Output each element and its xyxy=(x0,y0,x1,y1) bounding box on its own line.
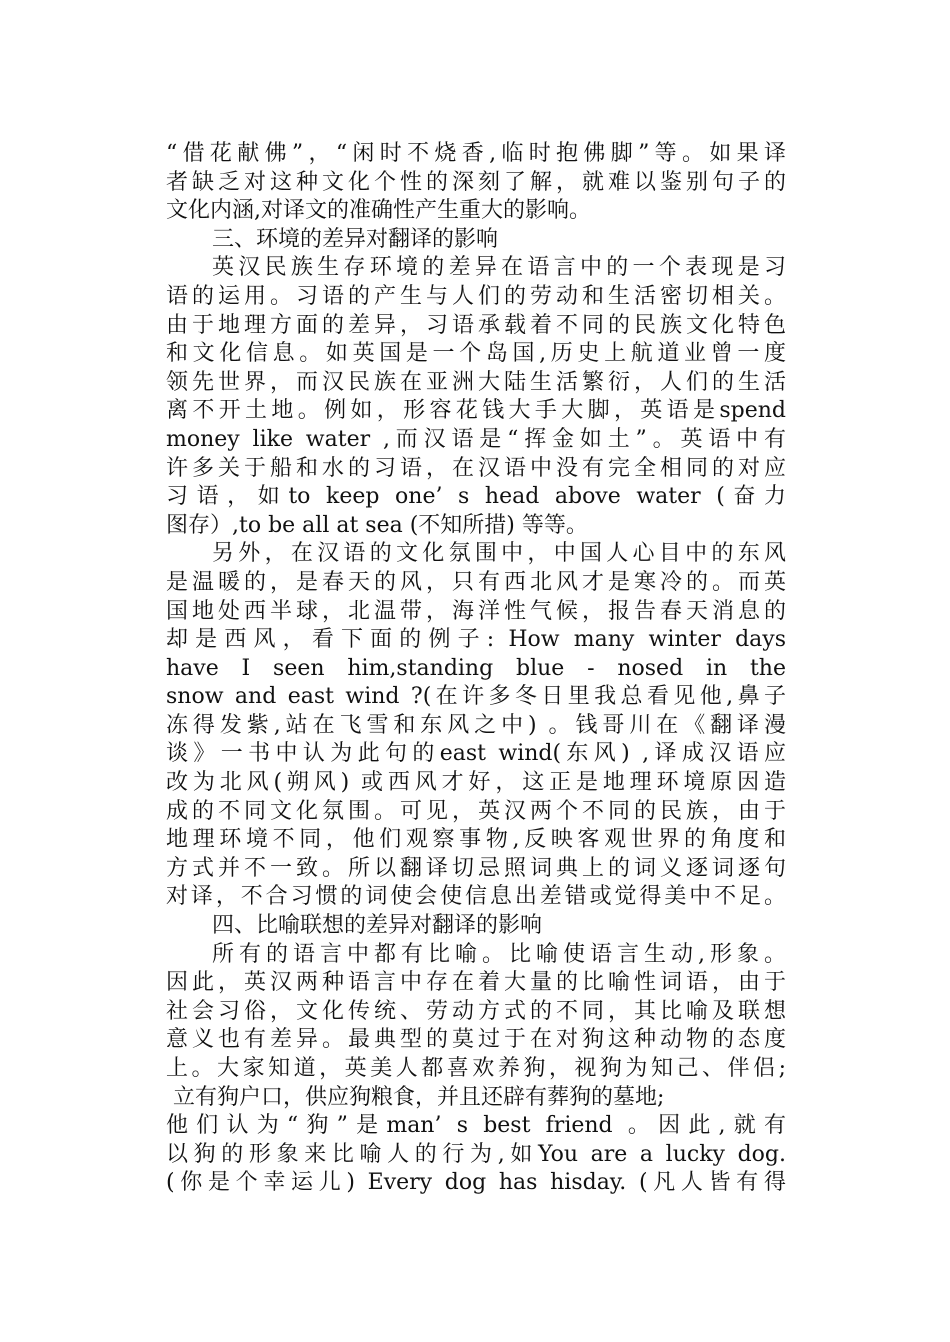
text-line: 成的不同文化氛围。可见，英汉两个不同的民族，由于 xyxy=(166,798,786,824)
text-line: snow and east wind ?(在许多冬日里我总看见他,鼻子 xyxy=(166,684,786,710)
text-line: 国地处西半球，北温带，海洋性气候，报告春天消息的 xyxy=(166,598,786,624)
text-line: 离不开土地。例如，形容花钱大手大脚，英语是spend xyxy=(166,398,786,424)
text-line: 所有的语言中都有比喻。比喻使语言生动,形象。 xyxy=(212,941,786,967)
section-heading: 三、环境的差异对翻译的影响 xyxy=(212,226,499,252)
text-line: 和文化信息。如英国是一个岛国,历史上航道业曾一度 xyxy=(166,341,786,367)
text-line: 另外，在汉语的文化氛围中，中国人心目中的东风 xyxy=(212,541,786,567)
text-line: 文化内涵,对译文的准确性产生重大的影响。 xyxy=(166,198,591,224)
text-line: 却是西风，看下面的例子: How many winter days xyxy=(166,627,786,653)
text-line: 图存）,to be all at sea (不知所措) 等等。 xyxy=(166,512,588,538)
section-heading: 四、比喻联想的差异对翻译的影响 xyxy=(212,913,543,939)
text-line: 以狗的形象来比喻人的行为,如You are a lucky dog. xyxy=(166,1141,786,1167)
text-line: 冻得发紫,站在飞雪和东风之中) 。钱哥川在《翻译漫 xyxy=(166,712,786,738)
text-line: “借花献佛”，“闲时不烧香,临时抱佛脚”等。如果译 xyxy=(166,141,786,166)
text-line: money like water ,而汉语是“挥金如土”。英语中有 xyxy=(166,426,786,452)
text-line: 社会习俗，文化传统、劳动方式的不同，其比喻及联想 xyxy=(166,998,786,1024)
text-line: 立有狗户口，供应狗粮食，并且还辟有葬狗的墓地; xyxy=(166,1084,665,1110)
text-line: 习语，如to keep one’ s head above water (奋力 xyxy=(166,484,786,510)
document-page xyxy=(166,140,786,1198)
text-line: 是温暖的，是春天的风，只有西北风才是寒冷的。而英 xyxy=(166,569,786,595)
text-line: 语的运用。习语的产生与人们的劳动和生活密切相关。 xyxy=(166,283,786,309)
text-line: 谈》一书中认为此句的east wind(东风) ,译成汉语应 xyxy=(166,741,786,767)
text-line: 上。大家知道，英美人都喜欢养狗，视狗为知己、伴侣; xyxy=(166,1056,786,1081)
text-line: 因此，英汉两种语言中存在着大量的比喻性词语，由于 xyxy=(166,970,786,996)
text-line: 英汉民族生存环境的差异在语言中的一个表现是习 xyxy=(212,255,786,281)
text-line: have I seen him,standing blue - nosed in the xyxy=(166,655,786,681)
text-line: 领先世界，而汉民族在亚洲大陆生活繁衍，人们的生活 xyxy=(166,369,786,395)
text-line: (你是个幸运儿) Every dog has hisday. (凡人皆有得 xyxy=(166,1170,786,1196)
text-line: 许多关于船和水的习语，在汉语中没有完全相同的对应 xyxy=(166,455,786,481)
text-line: 地理环境不同，他们观察事物,反映客观世界的角度和 xyxy=(166,827,786,853)
text-line: 对译，不合习惯的词使会使信息出差错或觉得美中不足。 xyxy=(166,884,786,910)
text-line: 者缺乏对这种文化个性的深刻了解，就难以鉴别句子的 xyxy=(166,169,786,195)
text-line: 意义也有差异。最典型的莫过于在对狗这种动物的态度 xyxy=(166,1027,786,1053)
text-line: 改为北风(朔风) 或西风才好，这正是地理环境原因造 xyxy=(166,770,786,796)
text-line: 他们认为“狗”是man’ s best friend 。因此,就有 xyxy=(166,1113,786,1139)
text-line: 由于地理方面的差异，习语承载着不同的民族文化特色 xyxy=(166,312,786,338)
text-line: 方式并不一致。所以翻译切忌照词典上的词义逐词逐句 xyxy=(166,855,786,881)
